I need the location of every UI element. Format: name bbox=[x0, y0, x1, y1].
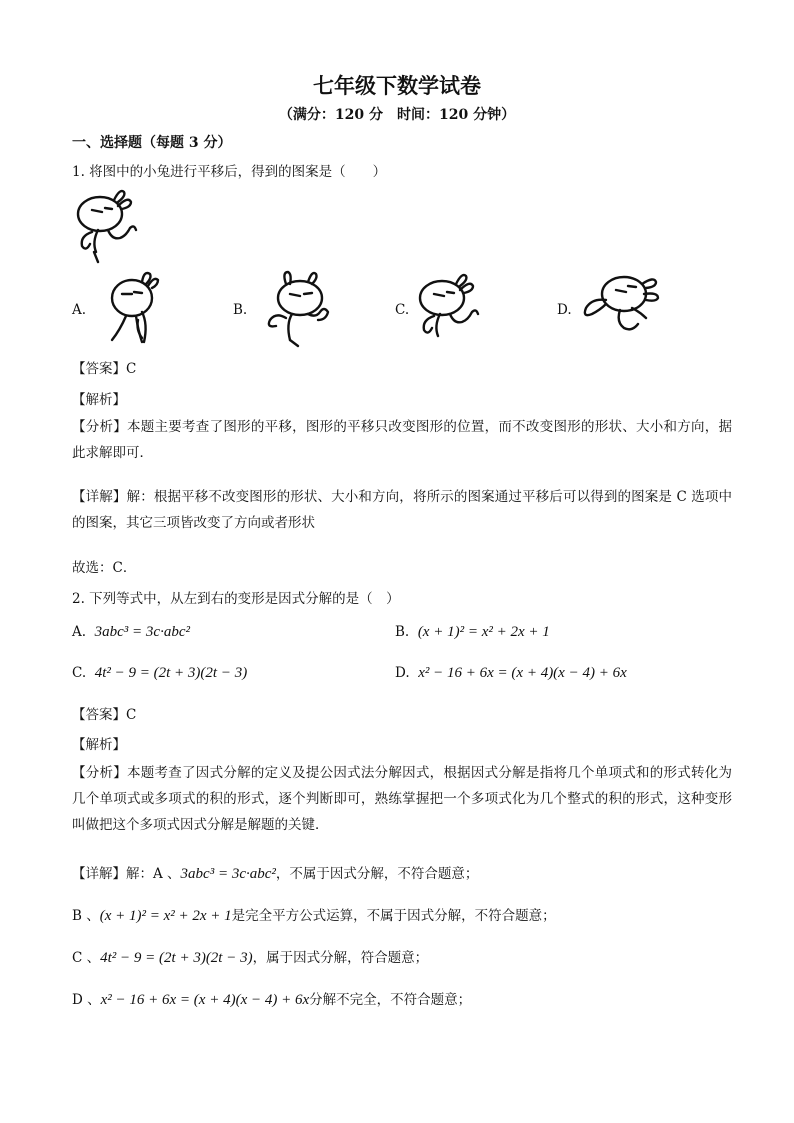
q2-option-a-expr: 3abc³ = 3c·abc² bbox=[94, 624, 190, 640]
q2-answer: 【答案】C bbox=[72, 707, 137, 723]
q2-fenxi-tag: 【分析】 bbox=[72, 765, 128, 781]
q2-option-b-label: B. bbox=[395, 624, 410, 640]
q2-detail-c-text: ，属于因式分解，符合题意； bbox=[252, 950, 429, 966]
q2-detail-b-prefix: B 、 bbox=[72, 908, 100, 924]
q2-option-d-expr: x² − 16 + 6x = (x + 4)(x − 4) + 6x bbox=[418, 665, 627, 681]
q2-detail-c-prefix: C 、 bbox=[72, 950, 101, 966]
rabbit-option-c-figure[interactable] bbox=[414, 268, 494, 348]
q1-xiangjie-tag: 【详解】 bbox=[72, 489, 127, 505]
q2-detail-a bbox=[72, 862, 478, 883]
q2-option-c-label: C. bbox=[72, 665, 87, 681]
q2-detail-c-expr: 4t² − 9 = (2t + 3)(2t − 3) bbox=[100, 950, 253, 966]
section-heading: 一、选择题（每题 3 分） bbox=[72, 135, 232, 151]
q2-option-a[interactable] bbox=[72, 624, 190, 641]
q2-detail-b-expr: (x + 1)² = x² + 2x + 1 bbox=[99, 908, 232, 924]
q1-fenxi-text: 本题主要考查了图形的平移，图形的平移只改变图形的位置，而不改变图形的形状、大小和方向，据此求解即可． bbox=[72, 419, 733, 461]
page-subtitle: （满分：120 分 时间：120 分钟） bbox=[278, 107, 516, 123]
q2-option-d-label: D. bbox=[395, 665, 410, 681]
q2-detail-a-text: ，不属于因式分解，不符合题意； bbox=[275, 866, 479, 882]
q2-detail-d-prefix: D 、 bbox=[72, 992, 101, 1008]
q2-detail-b-text: 是完全平方公式运算，不属于因式分解，不符合题意； bbox=[231, 908, 556, 924]
q1-xiangjie-text: 解：根据平移不改变图形的形状、大小和方向，将所示的图案通过平移后可以得到的图案是 C 选项中的图案，其它三项皆改变了方向或者形状 bbox=[72, 489, 733, 531]
q2-analysis-label: 【解析】 bbox=[72, 737, 126, 753]
q2-detail-c bbox=[72, 946, 428, 967]
q1-xiangjie bbox=[72, 484, 732, 536]
q2-xiangjie-tag: 【详解】 bbox=[72, 866, 126, 882]
q1-fenxi-tag: 【分析】 bbox=[72, 419, 128, 435]
q2-detail-b bbox=[72, 904, 556, 925]
q2-option-b-expr: (x + 1)² = x² + 2x + 1 bbox=[417, 624, 550, 640]
q1-option-b-label[interactable]: B. bbox=[233, 302, 248, 318]
q2-detail-a-expr: 3abc³ = 3c·abc² bbox=[180, 866, 276, 882]
page-title: 七年级下数学试卷 bbox=[313, 73, 481, 98]
q2-option-b[interactable] bbox=[395, 624, 550, 641]
q1-conclusion: 故选：C． bbox=[72, 560, 137, 576]
rabbit-option-b-figure[interactable] bbox=[252, 268, 332, 348]
question-1-stem: 1. 将图中的小兔进行平移后，得到的图案是（ ） bbox=[72, 164, 387, 180]
rabbit-original-figure bbox=[72, 186, 152, 266]
rabbit-option-d-figure[interactable] bbox=[576, 264, 672, 344]
q2-option-c-expr: 4t² − 9 = (2t + 3)(2t − 3) bbox=[94, 665, 248, 681]
q2-option-a-label: A. bbox=[72, 624, 87, 640]
q1-answer: 【答案】C bbox=[72, 361, 137, 377]
q2-option-c[interactable] bbox=[72, 665, 247, 682]
q2-option-d[interactable] bbox=[395, 665, 627, 682]
q2-detail-d-expr: x² − 16 + 6x = (x + 4)(x − 4) + 6x bbox=[100, 992, 310, 1008]
rabbit-option-a-figure[interactable] bbox=[92, 268, 172, 348]
q2-fenxi-text: 本题考查了因式分解的定义及提公因式法分解因式，根据因式分解是指将几个单项式和的形式转化为几个单项式或多项式的积的形式，逐个判断即可，熟练掌握把一个多项式化为几个整式的积的形式，这种变形叫做把这个多项式因式分解是解题的关键． bbox=[72, 765, 733, 833]
q1-option-a-label[interactable]: A. bbox=[72, 302, 87, 318]
q2-detail-d-text: 分解不完全，不符合题意； bbox=[309, 992, 472, 1008]
q2-detail-d bbox=[72, 988, 471, 1009]
q1-fenxi bbox=[72, 414, 732, 466]
q2-detail-a-prefix: 解：A 、 bbox=[126, 866, 181, 882]
question-2-stem: 2. 下列等式中，从左到右的变形是因式分解的是（ ） bbox=[72, 591, 400, 607]
q1-option-d-label[interactable]: D. bbox=[557, 302, 572, 318]
q2-fenxi bbox=[72, 760, 732, 838]
q1-analysis-label: 【解析】 bbox=[72, 392, 126, 408]
q1-option-c-label[interactable]: C. bbox=[395, 302, 410, 318]
